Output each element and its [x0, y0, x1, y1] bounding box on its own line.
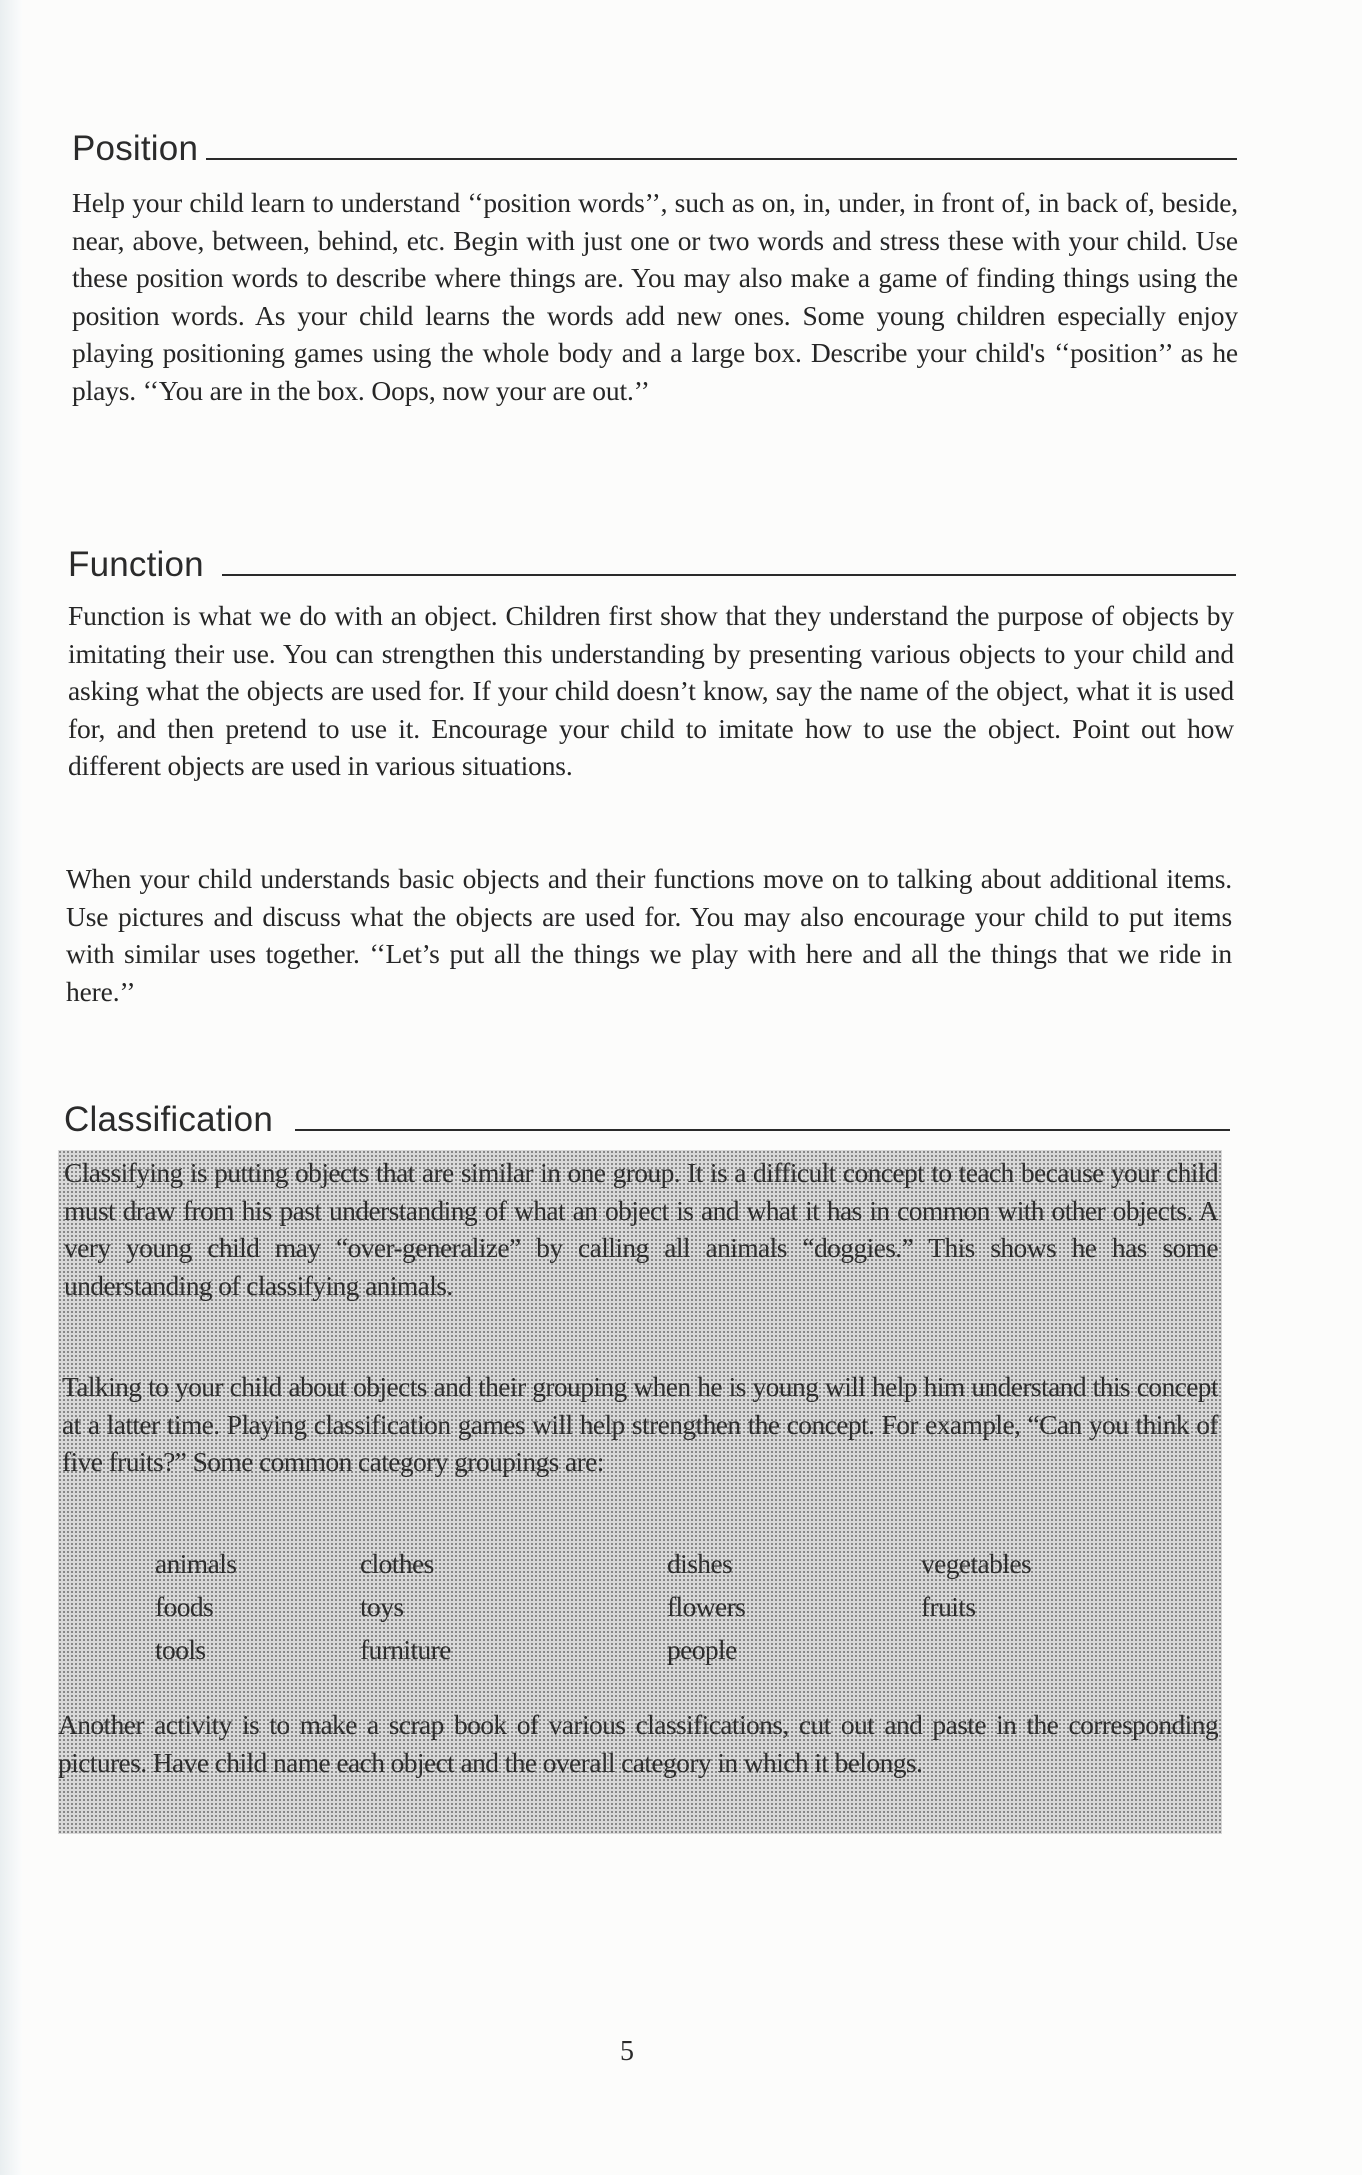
grouping-item: flowers: [667, 1591, 746, 1622]
grouping-item: vegetables: [921, 1548, 1032, 1579]
grouping-item: clothes: [360, 1548, 434, 1579]
grouping-item: people: [667, 1634, 737, 1665]
grouping-item: tools: [155, 1634, 206, 1665]
heading-classification: Classification: [64, 1100, 273, 1139]
section-heading-classification: [64, 1093, 1230, 1137]
heading-rule: [206, 158, 1237, 160]
function-paragraph-1: Function is what we do with an object. Children first show that they understand the purpose of objects by imitating their use. You can strengthen this understanding by presenting various objects to your child and asking what the objects are used for. If your child doesn’t know, say the name of the object, what it is used for, and then pretend to use it. Encourage your child to imitate how to use the object. Point out how different objects are used in various situations.: [68, 600, 1234, 781]
grouping-item: fruits: [921, 1591, 976, 1622]
grouping-item: furniture: [360, 1634, 451, 1665]
grouping-item: [921, 1634, 1101, 1677]
category-groupings-list: [155, 1548, 1105, 1677]
position-paragraph-1: Help your child learn to understand ‘‘position words’’, such as on, in, under, in front of, in back of, beside, near, above, between, behind, etc. Begin with just one or two words and stress these with your child. Use these position words to describe where things are. You may also make a game of finding things using the position words. As your child learns the words add new ones. Some young children especially enjoy playing positioning games using the whole body and a large box. Describe your child's ‘‘position’’ as he plays. ‘‘You are in the box. Oops, now your are out.’’: [72, 187, 1238, 406]
grouping-item: toys: [360, 1591, 404, 1622]
heading-position: Position: [72, 129, 199, 168]
scan-page-edge: [0, 0, 22, 2175]
heading-rule: [295, 1129, 1230, 1131]
section-heading-position: [72, 122, 1237, 166]
grouping-item: dishes: [667, 1548, 733, 1579]
classification-paragraph-1: Classifying is putting objects that are similar in one group. It is a difficult concept to teach because your child must draw from his past understanding of what an object is and what it has in common with other objects. A very young child may “over-generalize” by calling all animals “doggies.” This shows he has some understanding of classifying animals.: [64, 1157, 1218, 1301]
section-heading-function: [68, 538, 1236, 582]
heading-rule: [222, 574, 1236, 576]
function-paragraph-2: When your child understands basic objects and their functions move on to talking about additional items. Use pictures and discuss what the objects are used for. You may also encourage your child to put items with similar uses together. ‘‘Let’s put all the things we play with here and all the things that we ride in here.’’: [66, 863, 1232, 1007]
classification-paragraph-3: Another activity is to make a scrap book of various classifications, cut out and paste in the corresponding pictures. Have child name each object and the overall category in which it belongs.: [58, 1709, 1218, 1778]
grouping-item: foods: [155, 1591, 214, 1622]
classification-paragraph-2: Talking to your child about objects and their grouping when he is young will help him understand this concept at a latter time. Playing classification games will help strengthen the concept. For example, “Can you think of five fruits?” Some common category groupings are:: [62, 1371, 1218, 1477]
page-number: 5: [620, 2036, 634, 2067]
grouping-item: animals: [155, 1548, 237, 1579]
heading-function: Function: [68, 545, 204, 584]
classification-shaded-box: [58, 1150, 1222, 1834]
